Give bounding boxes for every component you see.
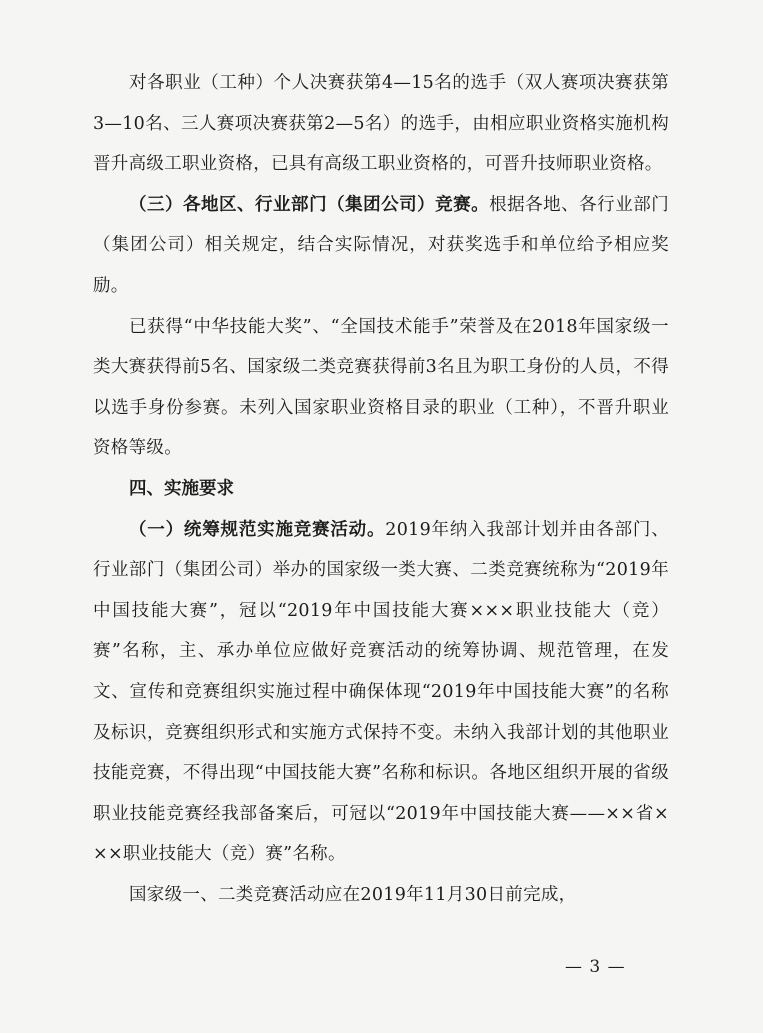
- page-number: — 3 —: [565, 957, 626, 977]
- section-heading-implementation: 四、实施要求: [129, 478, 234, 499]
- paragraph-award-promotion: 对各职业（工种）个人决赛获第4—15名的选手（双人赛项决赛获第3—10名、三人赛项决赛获第2—5名）的选手，由相应职业资格实施机构晋升高级工职业资格，已具有高级工职业资格的，可晋升技师职业资格。: [93, 73, 669, 175]
- paragraph-eligibility: 已获得“中华技能大奖”、“全国技术能手”荣誉及在2018年国家级一类大赛获得前5名、国家级二类竞赛获得前3名且为职工身份的人员，不得以选手身份参赛。未列入国家职业资格目录的职业（工种），不晋升职业资格等级。: [93, 316, 669, 459]
- paragraph-standardize-activities-text: 2019年纳入我部计划并由各部门、行业部门（集团公司）举办的国家级一类大赛、二类竞赛统称为“2019年中国技能大赛”，冠以“2019年中国技能大赛×××职业技能大（竞）赛”名称，主、承办单位应做好竞赛活动的统筹协调、规范管理，在发文、宣传和竞赛组织实施过程中确保体现“2019年中国技能大赛”的名称及标识，竞赛组织形式和实施方式保持不变。未纳入我部计划的其他职业技能竞赛，不得出现“中国技能大赛”名称和标识。各地区组织开展的省级职业技能竞赛经我部备案后，可冠以“2019年中国技能大赛——××省×××职业技能大（竞）赛”名称。: [93, 519, 669, 865]
- subheading-standardize-activities: （一）统筹规范实施竞赛活动。: [129, 519, 386, 540]
- paragraph-regional-competition: [93, 185, 669, 307]
- subheading-regional-competition: （三）各地区、行业部门（集团公司）竞赛。: [129, 194, 490, 215]
- paragraph-standardize-activities: [93, 510, 669, 875]
- paragraph-regional-competition-text: 根据各地、各行业部门（集团公司）相关规定，结合实际情况，对获奖选手和单位给予相应奖励。: [93, 194, 670, 296]
- document-body: [93, 63, 669, 915]
- paragraph-deadline: 国家级一、二类竞赛活动应在2019年11月30日前完成，: [129, 884, 577, 905]
